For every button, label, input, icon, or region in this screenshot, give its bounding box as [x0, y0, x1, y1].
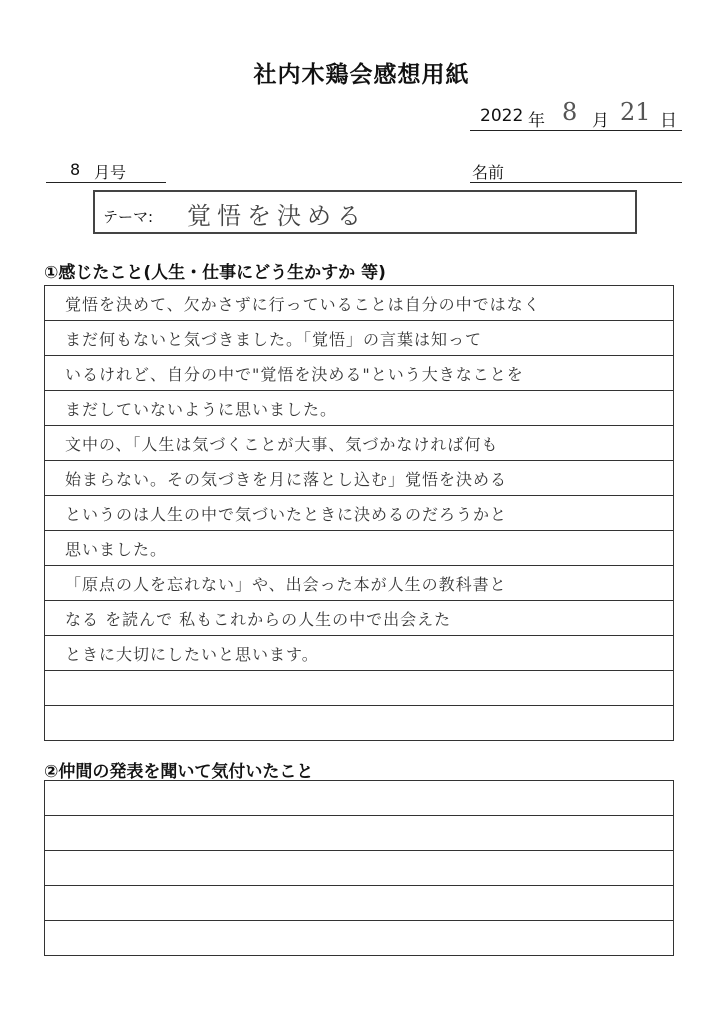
writing-line[interactable] [45, 356, 673, 391]
writing-line[interactable] [45, 601, 673, 636]
writing-line[interactable] [45, 816, 673, 851]
handwritten-text: 文中の、「人生は気づくことが大事、気づかなければ何も [65, 435, 499, 454]
section2-heading: ②仲間の発表を聞いて気付いたこと [44, 762, 314, 782]
date-year: 2022 [480, 106, 524, 126]
date-year-suffix: 年 [528, 111, 545, 131]
writing-line[interactable] [45, 461, 673, 496]
writing-line[interactable] [45, 496, 673, 531]
writing-line[interactable] [45, 851, 673, 886]
writing-line[interactable] [45, 566, 673, 601]
section1-heading: ①感じたこと(人生・仕事にどう生かすか 等) [44, 263, 386, 283]
handwritten-text: まだ何もないと気づきました。「覚悟」の言葉は知って [65, 330, 483, 349]
theme-box[interactable] [93, 190, 637, 234]
date-field[interactable] [470, 98, 682, 131]
theme-value: 覚悟を決める [187, 202, 367, 230]
date-day-value: 21 [620, 98, 651, 126]
issue-field[interactable] [46, 160, 166, 183]
writing-line[interactable] [45, 671, 673, 706]
handwritten-text: というのは人生の中で気づいたときに決めるのだろうかと [65, 505, 508, 524]
handwritten-text: ときに大切にしたいと思います。 [65, 645, 319, 664]
writing-line[interactable] [45, 636, 673, 671]
handwritten-text: 覚悟を決めて、欠かさずに行っていることは自分の中ではなく [65, 295, 541, 314]
name-label: 名前 [472, 163, 505, 182]
date-day-suffix: 日 [660, 111, 677, 131]
theme-label: テーマ: [103, 208, 154, 226]
issue-label: 月号 [94, 163, 127, 182]
writing-line[interactable] [45, 531, 673, 566]
page-title: 社内木鶏会感想用紙 [253, 62, 470, 88]
date-month-value: 8 [562, 98, 578, 126]
section1-lines[interactable] [44, 285, 674, 741]
writing-line[interactable] [45, 391, 673, 426]
name-field[interactable] [470, 160, 682, 183]
writing-line[interactable] [45, 886, 673, 921]
writing-line[interactable] [45, 706, 673, 741]
date-month-suffix: 月 [592, 111, 609, 131]
handwritten-text: 始まらない。その気づきを月に落とし込む」覚悟を決める [65, 470, 508, 489]
writing-line[interactable] [45, 426, 673, 461]
section2-lines[interactable] [44, 780, 674, 956]
handwritten-text: 「原点の人を忘れない」や、出会った本が人生の教科書と [65, 575, 507, 594]
issue-month: 8 [70, 160, 81, 179]
writing-line[interactable] [45, 321, 673, 356]
writing-line[interactable] [45, 921, 673, 956]
handwritten-text: 思いました。 [65, 540, 168, 559]
handwritten-text: いるけれど、自分の中で"覚悟を決める"という大きなことを [65, 365, 524, 384]
handwritten-text: なる を読んで 私もこれからの人生の中で出会えた [65, 610, 452, 629]
handwritten-text: まだしていないように思いました。 [65, 400, 338, 419]
writing-line[interactable] [45, 781, 673, 816]
writing-line[interactable] [45, 286, 673, 321]
